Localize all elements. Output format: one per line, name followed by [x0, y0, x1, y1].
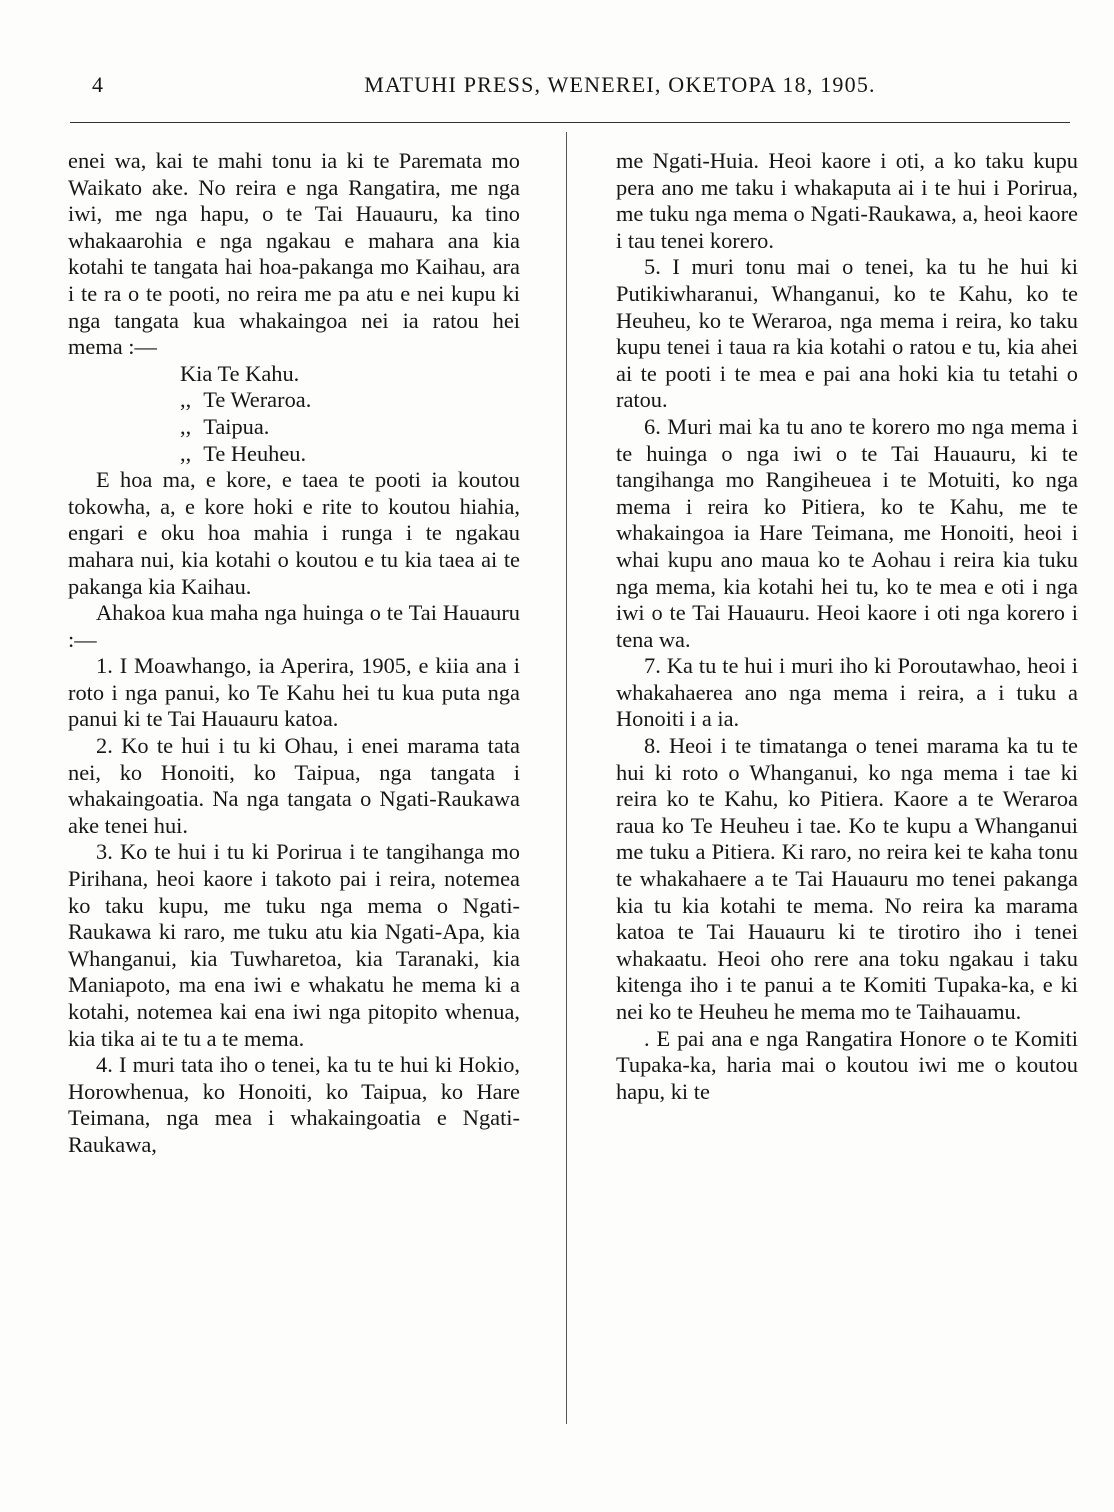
numbered-item: 1. I Moawhango, ia Aperira, 1905, e kiia ana i roto i nga panui, ko Te Kahu hei tu kua puta nga panui ki te Tai Hauauru katoa. [68, 653, 520, 732]
paragraph: Ahakoa kua maha nga huinga o te Tai Hauauru :— [68, 600, 520, 652]
numbered-item: 6. Muri mai ka tu ano te korero mo nga mema i te huinga o nga iwi o te Tai Hauauru, ki te tangihanga mo Rangiheuea i te Motuiti, ko nga mema i reira ko Pitiera, ko te Kahu, me te whakaingoa ia Hare Teimana, me Honoiti, heoi i whai kupu ano maua ko te Aohau i reira kia tuku nga mema, kia kotahi hei tu, ko te mea e oti i nga iwi o te Tai Hauauru. Heoi kaore i oti nga korero i tena wa. [616, 413, 1078, 652]
paragraph: enei wa, kai te mahi tonu ia ki te Paremata mo Waikato ake. No reira e nga Rangatira, me nga iwi, me nga hapu, o te Tai Hauauru, ka tino whakaarohia e nga ngakau e mahara ana kia kotahi te tangata hai hoa-pakanga mo Kaihau, ara i te ra o te pooti, no reira me pa atu e nei kupu ki nga tangata kua whakaingoa nei ia ratou hei mema :— [68, 148, 520, 360]
candidate-item [68, 387, 520, 414]
paragraph: E hoa ma, e kore, e taea te pooti ia koutou tokowha, a, e kore hoki e rite to koutou hiahia, engari e oku hoa mahia i runga i te ngakau mahara nui, kia kotahi o koutou e tu kia taea ai te pakanga kia Kaihau. [68, 467, 520, 599]
candidate-name: Te Heuheu. [203, 440, 307, 466]
numbered-item: 7. Ka tu te hui i muri iho ki Poroutawhao, heoi i whakahaerea ano nga mema i reira, a i tuku a Honoiti i a ia. [616, 653, 1078, 732]
candidate-name: Kia Te Kahu. [180, 360, 300, 386]
numbered-item: 3. Ko te hui i tu ki Porirua i te tangihanga mo Pirihana, heoi kaore i takoto pai i reira, notemea ko taku kupu, me tuku nga mema o Ngati-Raukawa ki raro, me tuku atu kia Ngati-Apa, kia Whanganui, kia Tuwharetoa, kia Taranaki, kia Maniapoto, ma ena iwi e whakatu he mema ki a kotahi, notemea kai ena iwi nga pitopito whenua, kia tika ai te tu a te mema. [68, 839, 520, 1051]
numbered-item: 5. I muri tonu mai o tenei, ka tu he hui ki Putikiwharanui, Whanganui, ko te Kahu, ko te Heuheu, ko te Weraroa, nga mema i reira, ko taku kupu tenei i taua ra kia kotahi o ratou e tu, kia ahei ai te pooti i te mea e pai ana hoki kia tu tetahi o ratou. [616, 254, 1078, 413]
numbered-item: 2. Ko te hui i tu ki Ohau, i enei marama tata nei, ko Honoiti, ko Taipua, nga tangata i whakaingoatia. Na nga tangata o Ngati-Raukawa ake tenei hui. [68, 733, 520, 838]
paragraph: . E pai ana e nga Rangatira Honore o te Komiti Tupaka-ka, haria mai o koutou iwi me o koutou hapu, ki te [616, 1025, 1078, 1104]
paragraph: me Ngati-Huia. Heoi kaore i oti, a ko taku kupu pera ano me taku i whakaputa ai i te hui i Porirua, me tuku nga mema o Ngati-Raukawa, a, heoi kaore i tau tenei korero. [616, 148, 1078, 253]
candidate-item [68, 361, 520, 388]
numbered-item: 8. Heoi i te timatanga o tenei marama ka tu te hui ki roto o Whanganui, ko nga mema i tae ki reira ko te Kahu, ko Pitiera. Kaore a te Weraroa raua ko Te Heuheu i tae. Ko te kupu a Whanganui me tuku a Pitiera. Ki raro, no reira kei te kaha tonu te whakahaere a te Tai Hauauru mo tenei pakanga kia tu kia kotahi te mema. No reira ka marama katoa te Tai Hauauru ki te tirotiro iho i tenei whakaatu. Heoi oho rere ana toku ngakau i taku kitenga iho i te panui a te Komiti Tupaka-ka, e ki nei ko te Heuheu he mema mo te Taihauamu. [616, 733, 1078, 1024]
left-column [68, 148, 520, 1159]
numbered-item: 4. I muri tata iho o tenei, ka tu te hui ki Hokio, Horowhenua, ko Honoiti, ko Taipua, ko Hare Teimana, nga mea i whakaingoatia e Ngati-Raukawa, [68, 1052, 520, 1157]
ditto-mark: ,, [180, 387, 192, 413]
page-header [70, 70, 1060, 110]
ditto-mark: ,, [180, 413, 192, 439]
ditto-mark: ,, [180, 440, 192, 466]
candidate-list [68, 361, 520, 467]
page-number: 4 [92, 72, 103, 97]
header-rule [70, 122, 1070, 123]
candidate-item [68, 414, 520, 441]
running-head: MATUHI PRESS, WENEREI, OKETOPA 18, 1905. [364, 72, 876, 97]
candidate-name: Taipua. [203, 413, 270, 439]
column-divider [566, 132, 567, 1424]
candidate-item [68, 441, 520, 468]
candidate-name: Te Weraroa. [203, 387, 312, 413]
right-column [616, 148, 1078, 1105]
